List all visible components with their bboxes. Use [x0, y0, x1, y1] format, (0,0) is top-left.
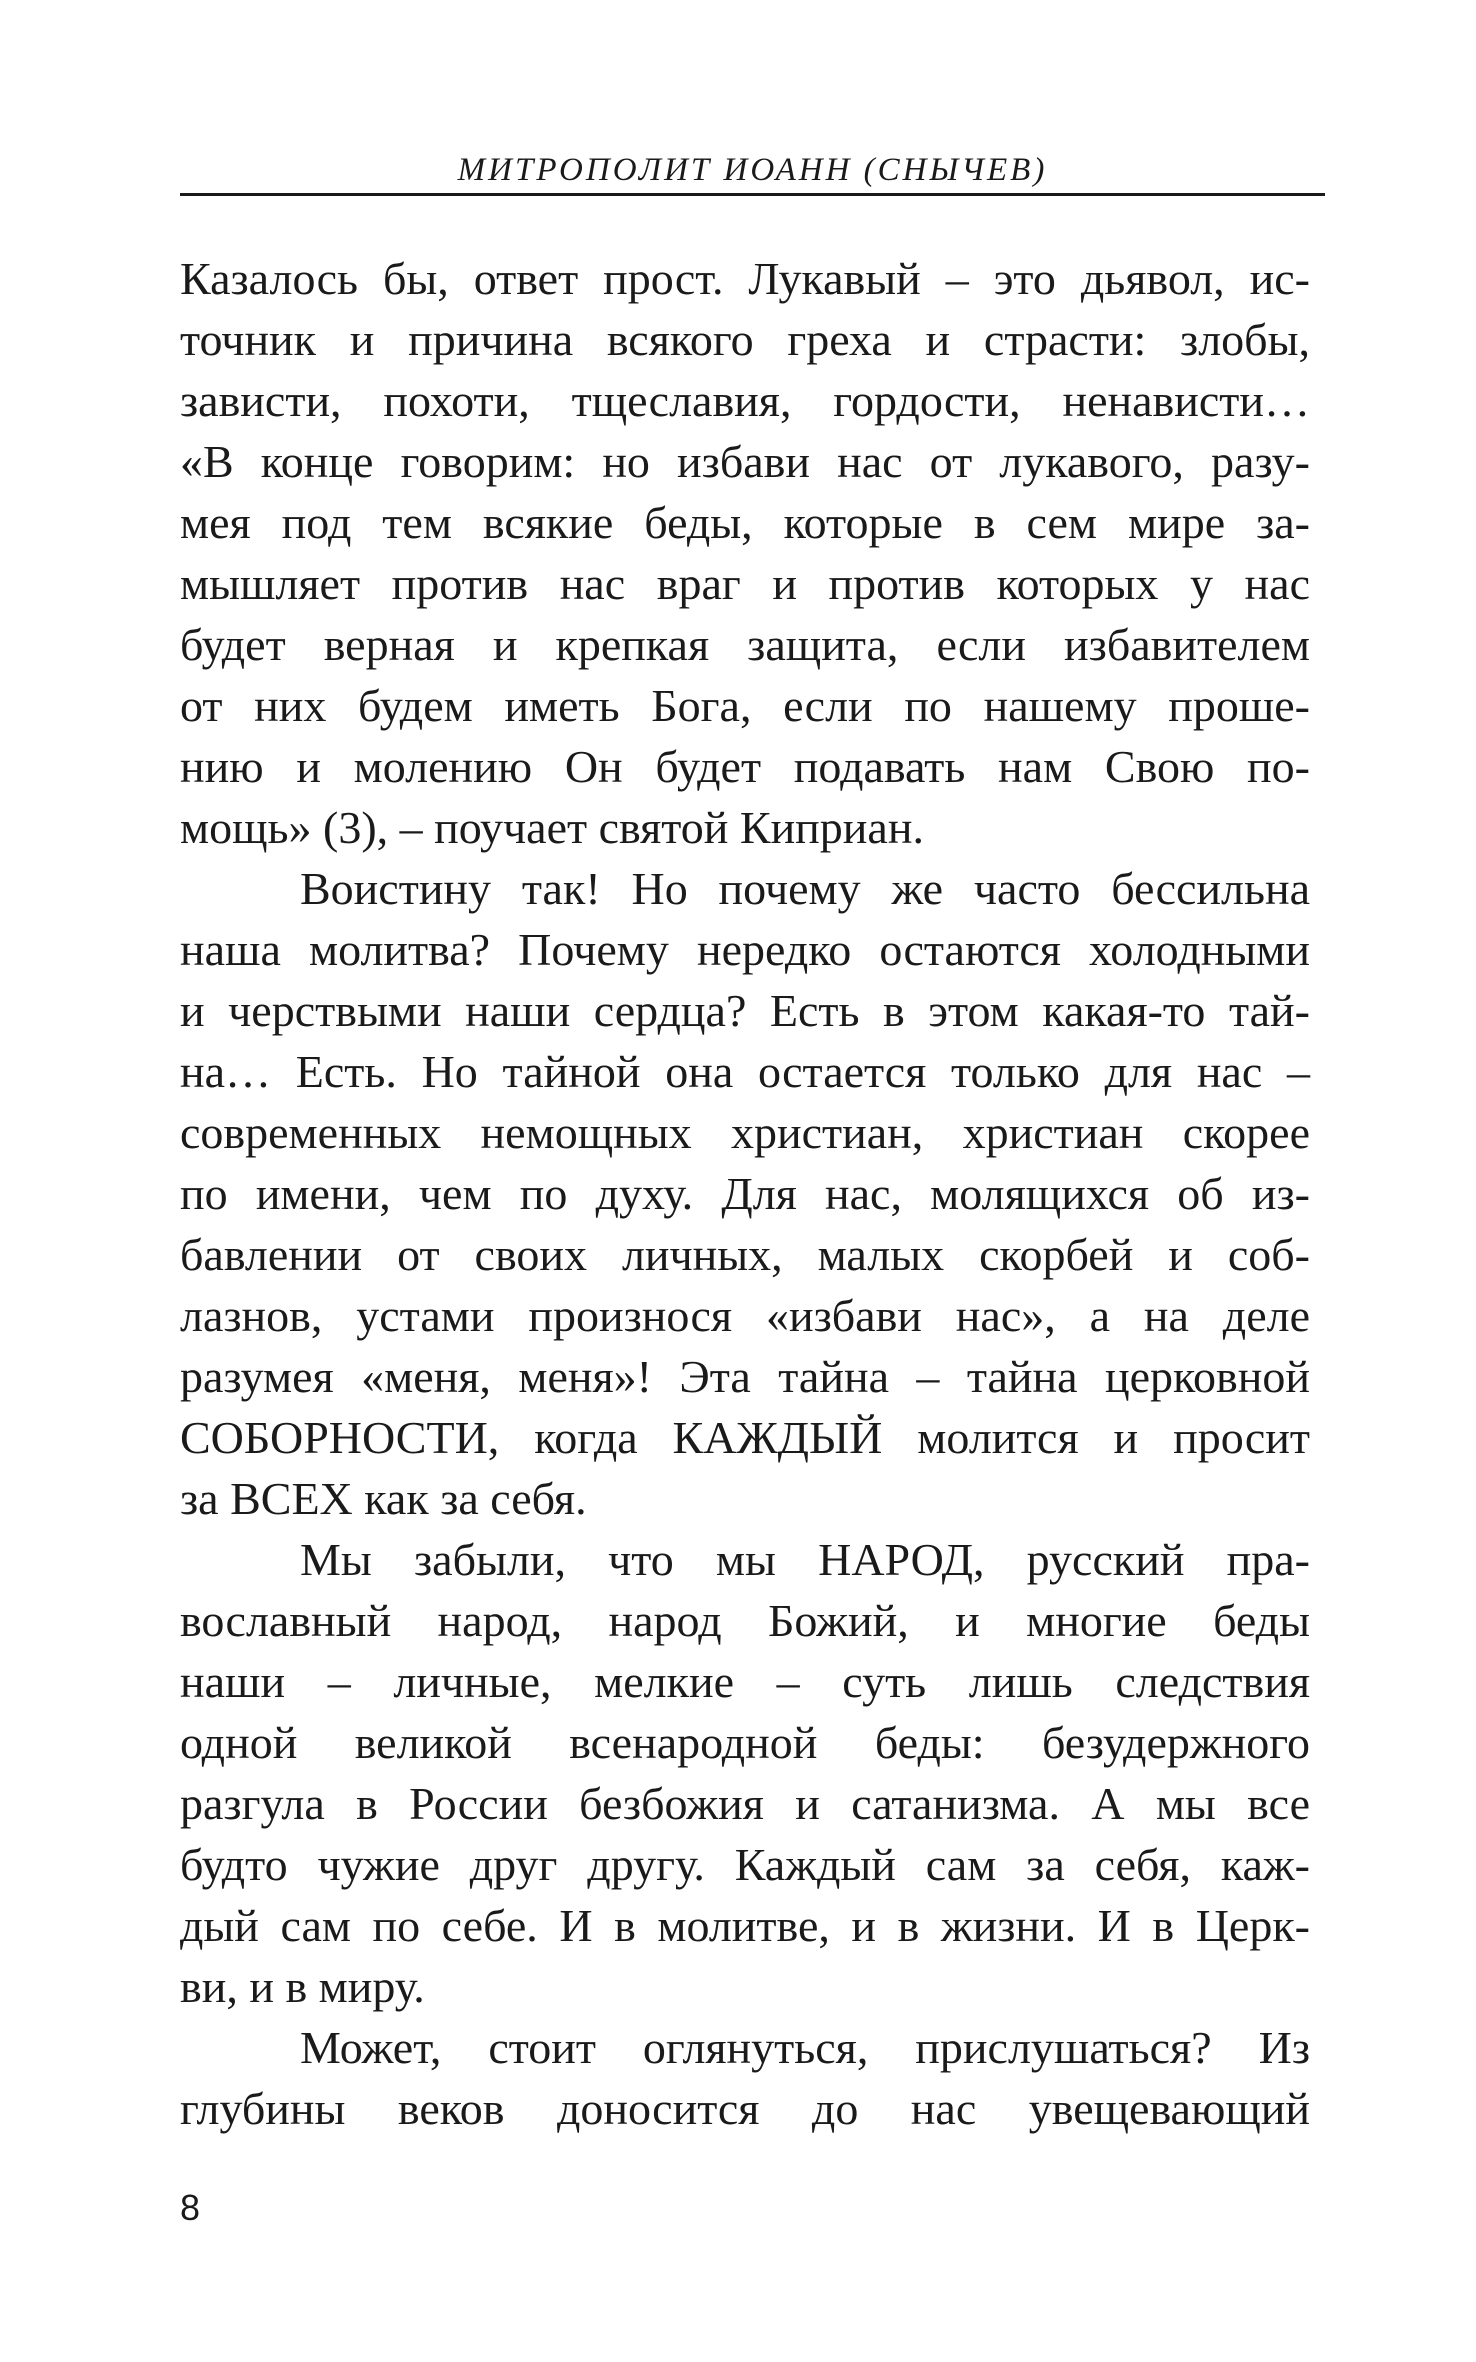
text-line: на… Есть. Но тайной она остается только для нас –: [180, 1046, 1310, 1097]
text-line: и черствыми наши сердца? Есть в этом какая-то тай-: [180, 985, 1310, 1036]
text-line: «В конце говорим: но избави нас от лукавого, разу-: [180, 436, 1310, 487]
text-line: дый сам по себе. И в молитве, и в жизни. И в Церк-: [180, 1900, 1310, 1951]
header-rule: [180, 193, 1325, 196]
text-line: вославный народ, народ Божий, и многие беды: [180, 1595, 1310, 1646]
text-line: наши – личные, мелкие – суть лишь следствия: [180, 1656, 1310, 1707]
text-line: по имени, чем по духу. Для нас, молящихся об из-: [180, 1168, 1310, 1219]
text-line: лазнов, устами произнося «избави нас», а на деле: [180, 1290, 1310, 1341]
text-line: будет верная и крепкая защита, если избавителем: [180, 619, 1310, 670]
text-line: одной великой всенародной беды: безудержного: [180, 1717, 1310, 1768]
text-line: мея под тем всякие беды, которые в сем мире за-: [180, 497, 1310, 548]
text-line: разумея «меня, меня»! Эта тайна – тайна церковной: [180, 1351, 1310, 1402]
text-line: глубины веков доносится до нас увещевающий: [180, 2083, 1310, 2134]
text-line: от них будем иметь Бога, если по нашему проше-: [180, 680, 1310, 731]
text-line: Может, стоит оглянуться, прислушаться? Из: [300, 2022, 1310, 2073]
text-line: мышляет против нас враг и против которых у нас: [180, 558, 1310, 609]
text-line: точник и причина всякого греха и страсти: злобы,: [180, 314, 1310, 365]
text-line: будто чужие друг другу. Каждый сам за себя, каж-: [180, 1839, 1310, 1890]
text-line: мощь» (3), – поучает святой Киприан.: [180, 802, 924, 853]
page-number: 8: [180, 2187, 201, 2228]
body-text: [180, 248, 1310, 2139]
running-head: МИТРОПОЛИТ ИОАНН (СНЫЧЕВ): [457, 152, 1048, 188]
text-line: ви, и в миру.: [180, 1961, 425, 2012]
text-line: Казалось бы, ответ прост. Лукавый – это дьявол, ис-: [180, 253, 1310, 304]
text-line: нию и молению Он будет подавать нам Свою по-: [180, 741, 1310, 792]
text-line: современных немощных христиан, христиан скорее: [180, 1107, 1310, 1158]
text-line: зависти, похоти, тщеславия, гордости, ненависти…: [180, 375, 1310, 426]
text-line: Воистину так! Но почему же часто бессильна: [300, 863, 1310, 914]
text-line: разгула в России безбожия и сатанизма. А мы все: [180, 1778, 1310, 1829]
text-line: бавлении от своих личных, малых скорбей и соб-: [180, 1229, 1310, 1280]
text-line: наша молитва? Почему нередко остаются холодными: [180, 924, 1310, 975]
text-line: СОБОРНОСТИ, когда КАЖДЫЙ молится и просит: [180, 1412, 1310, 1463]
text-line: Мы забыли, что мы НАРОД, русский пра-: [300, 1534, 1310, 1585]
text-line: за ВСЕХ как за себя.: [180, 1473, 587, 1524]
